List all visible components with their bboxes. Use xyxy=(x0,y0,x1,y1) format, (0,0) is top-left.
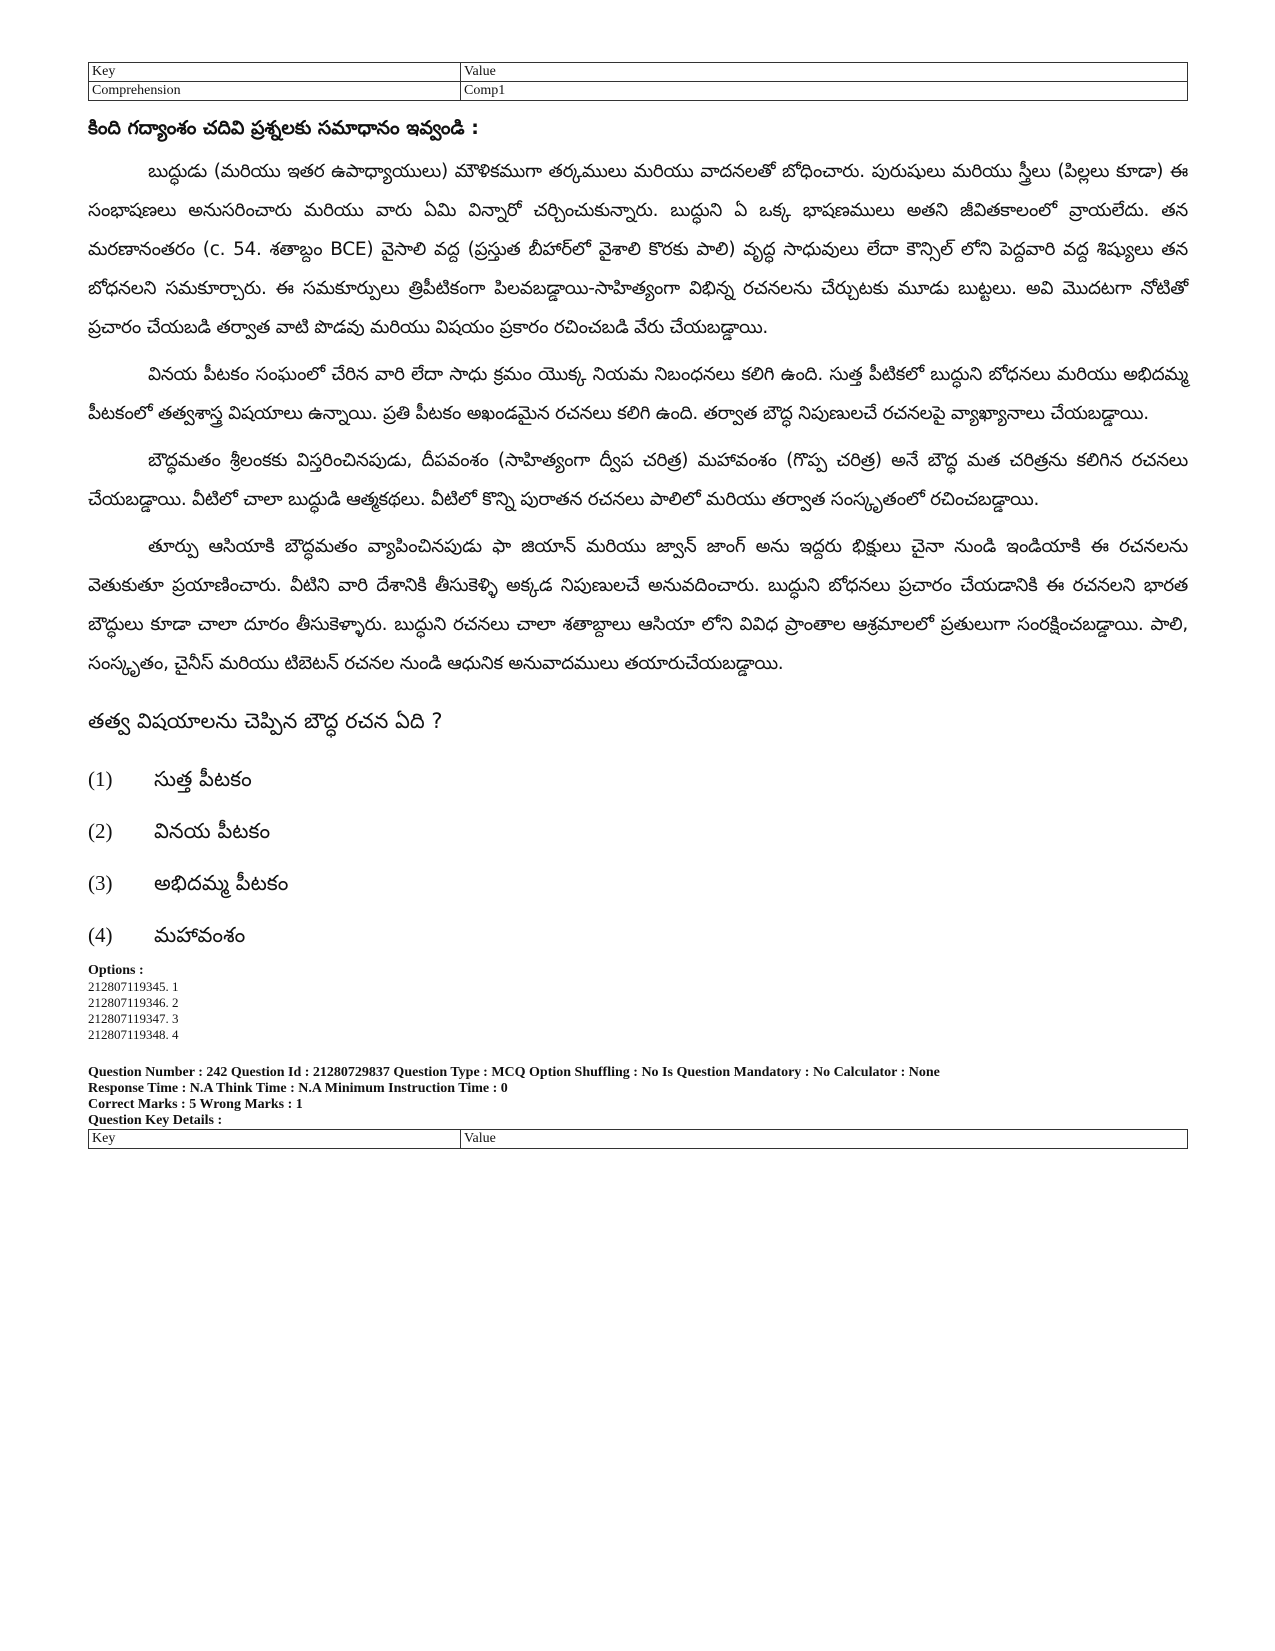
value-header: Value xyxy=(461,63,1188,82)
option-id: 212807119346. 2 xyxy=(88,995,179,1010)
key-header: Key xyxy=(89,1130,461,1149)
option-id-list xyxy=(88,979,1188,1043)
comprehension-key-table xyxy=(88,62,1188,101)
choice-1 xyxy=(88,753,1188,805)
table-row xyxy=(89,82,1188,101)
option-id: 212807119345. 1 xyxy=(88,979,179,994)
choice-number: (4) xyxy=(88,923,113,947)
choice-text: మహావంశం xyxy=(154,923,246,947)
choice-text: వినయ పీటకం xyxy=(154,819,271,843)
timing-info-line: Response Time : N.A Think Time : N.A Minimum Instruction Time : 0 xyxy=(88,1081,508,1096)
passage-paragraph-2: వినయ పీటకం సంఘంలో చేరిన వారి లేదా సాధు క్రమం యొక్క నియమ నిబంధనలు కలిగి ఉంది. సుత్త పీటికలో బుద్ధుని బోధనలు మరియు అభిదమ్మ పీటకంలో తత్వశాస్త్ర విషయాలు ఉన్నాయి. ప్రతి పీటకం అఖండమైన రచనలు కలిగి ఉంది. తర్వాత బౌద్ధ నిపుణులచే రచనలపై వ్యాఖ్యానాలు చేయబడ్డాయి. xyxy=(88,364,1188,424)
choice-2 xyxy=(88,805,1188,857)
choice-number: (1) xyxy=(88,767,113,791)
question-text: తత్వ విషయాలను చెప్పిన బౌద్ధ రచన ఏది ? xyxy=(88,709,443,733)
passage-paragraph-4: తూర్పు ఆసియాకి బౌద్ధమతం వ్యాపించినపుడు ఫా జియాన్ మరియు జ్వాన్ జాంగ్ అను ఇద్దరు భిక్షులు చైనా నుండి ఇండియాకి ఈ రచనలను వెతుకుతూ ప్రయాణించారు. వీటిని వారి దేశానికి తీసుకెళ్ళి అక్కడ నిపుణులచే అనువదించారు. బుద్ధుని బోధనలు ప్రచారం చేయడానికి ఈ రచనలని భారత బౌద్ధులు కూడా చాలా దూరం తీసుకెళ్ళారు. బుద్ధుని రచనలు చాలా శతాబ్దాలు ఆసియా లోని వివిధ ప్రాంతాల ఆశ్రమాలలో ప్రతులుగా సంరక్షించబడ్డాయి. పాలి, సంస్కృతం, చైనీస్ మరియు టిబెటన్ రచనల నుండి ఆధునిక అనువాదములు తయారుచేయబడ్డాయి. xyxy=(88,536,1188,674)
option-id: 212807119348. 4 xyxy=(88,1027,179,1042)
table-header-row xyxy=(89,63,1188,82)
choice-4 xyxy=(88,909,1188,961)
key-cell: Comprehension xyxy=(89,82,461,101)
instruction-heading: కింది గద్యాంశం చదివి ప్రశ్నలకు సమాధానం ఇవ్వండి : xyxy=(88,117,479,139)
question-key-table xyxy=(88,1129,1188,1149)
passage-paragraph-1: బుద్ధుడు (మరియు ఇతర ఉపాధ్యాయులు) మౌళికముగా తర్కములు మరియు వాదనలతో బోధించారు. పురుషులు మరియు స్త్రీలు (పిల్లలు కూడా) ఈ సంభాషణలు అనుసరించారు మరియు వారు ఏమి విన్నారో చర్చించుకున్నారు. బుద్ధుని ఏ ఒక్క భాషణములు అతని జీవితకాలంలో వ్రాయలేదు. తన మరణానంతరం (c. 54. శతాబ్దం BCE) వైసాలి వద్ద (ప్రస్తుత బీహార్‌లో వైశాలి కొరకు పాలి) వృద్ధ సాధువులు లేదా కౌన్సిల్ లోని పెద్దవారి వద్ద శిష్యులు తన బోధనలని సమకూర్చారు. ఈ సమకూర్పులు త్రిపీటికంగా పిలవబడ్డాయి-సాహిత్యంగా విభిన్న రచనలను చేర్చుటకు మూడు బుట్టలు. అవి మొదటగా నోటితో ప్రచారం చేయబడి తర్వాత వాటి పొడవు మరియు విషయం ప్రకారం రచించబడి వేరు చేయబడ్డాయి. xyxy=(88,161,1188,338)
choice-number: (2) xyxy=(88,819,113,843)
choice-number: (3) xyxy=(88,871,113,895)
key-header: Key xyxy=(89,63,461,82)
marks-info-line: Correct Marks : 5 Wrong Marks : 1 xyxy=(88,1097,303,1112)
option-id: 212807119347. 3 xyxy=(88,1011,179,1026)
value-cell: Comp1 xyxy=(461,82,1188,101)
question-page xyxy=(88,62,1188,1149)
question-info-line: Question Number : 242 Question Id : 21280729837 Question Type : MCQ Option Shuffling : No Is Question Mandatory : No Calculator : None xyxy=(88,1065,940,1080)
choice-3 xyxy=(88,857,1188,909)
choice-text: అభిదమ్మ పీటకం xyxy=(154,871,289,895)
passage-paragraph-3: బౌద్ధమతం శ్రీలంకకు విస్తరించినపుడు, దీపవంశం (సాహిత్యంగా ద్వీప చరిత్ర) మహావంశం (గొప్ప చరిత్ర) అనే బౌద్ధ మత చరిత్రను కలిగిన రచనలు చేయబడ్డాయి. వీటిలో చాలా బుద్ధుడి ఆత్మకథలు. వీటిలో కొన్ని పురాతన రచనలు పాలిలో మరియు తర్వాత సంస్కృతంలో రచించబడ్డాయి. xyxy=(88,450,1188,510)
table-header-row xyxy=(89,1130,1188,1149)
choice-text: సుత్త పీటకం xyxy=(154,767,252,791)
question-metadata xyxy=(88,1065,1188,1129)
answer-choices xyxy=(88,753,1188,961)
key-details-label: Question Key Details : xyxy=(88,1113,223,1128)
options-label: Options : xyxy=(88,963,144,978)
value-header: Value xyxy=(461,1130,1188,1149)
